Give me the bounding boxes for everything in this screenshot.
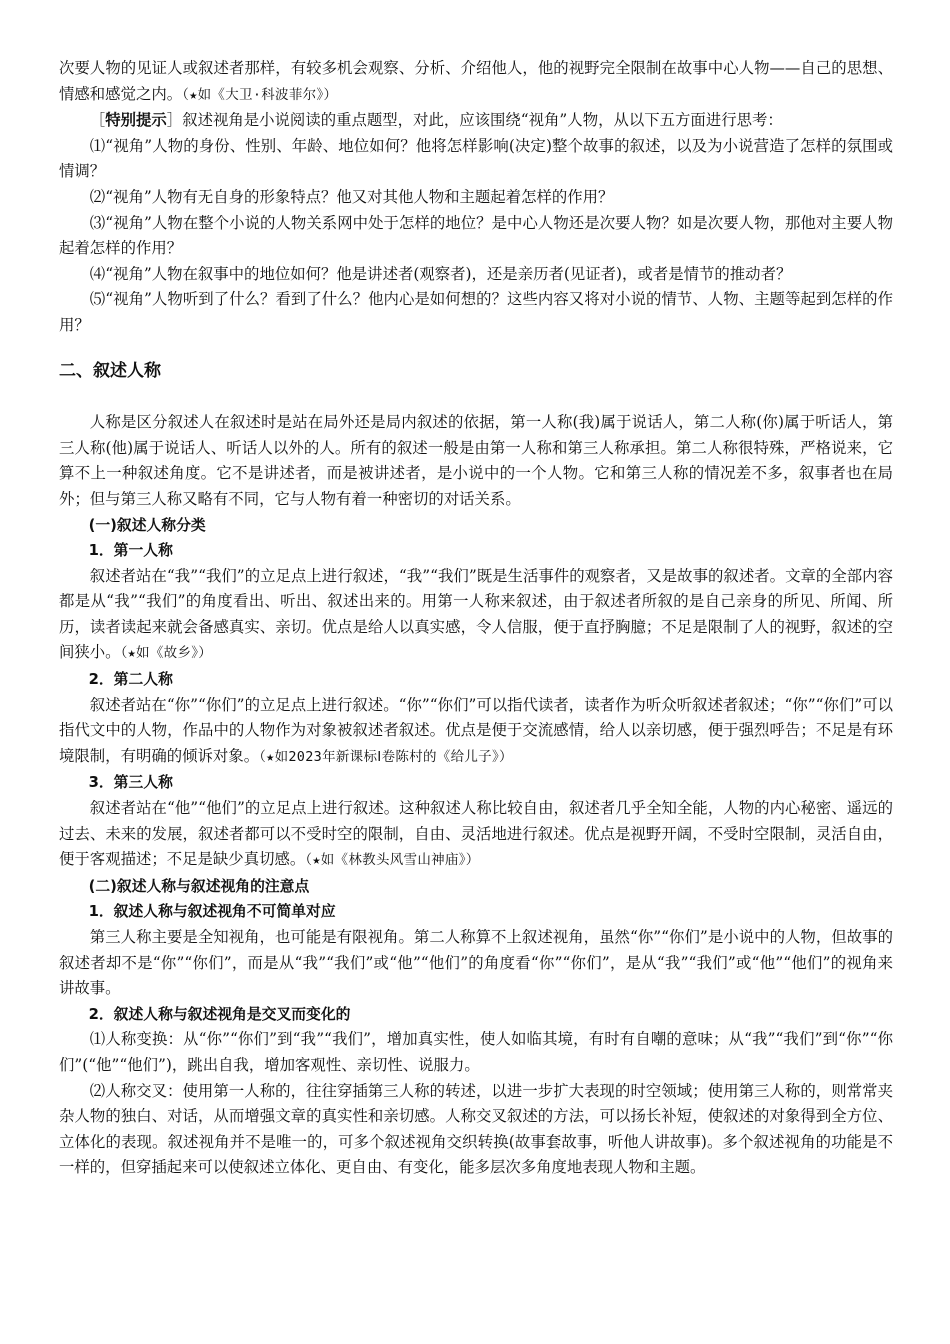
first-person-text: 叙述者站在“我”“我们”的立足点上进行叙述，“我”“我们”既是生活事件的观察者，又是故事的叙述者。文章的全部内容都是从“我”“我们”的角度看出、听出、叙述出来的。用第一人称来叙述，由于叙述者所叙的是自己亲身的所见、所闻、所历，读者读起来就会备感真实、亲切。优点是给人以真实感，令人信服，便于直抒胸臆；不足是限制了人的视野，叙述的空间狭小。	[59, 566, 893, 662]
question-2: ⑵“视角”人物有无自身的形象特点？他又对其他人物和主题起着怎样的作用？	[89, 187, 614, 206]
question-3: ⑶“视角”人物在整个小说的人物关系网中处于怎样的地位？是中心人物还是次要人物？如是次要人物，那他对主要人物起着怎样的作用？	[59, 213, 893, 258]
second-person-paragraph	[59, 693, 893, 771]
question-4: ⑷“视角”人物在叙事中的地位如何？他是讲述者(观察者)，还是亲历者(见证者)，或者是情节的推动者？	[89, 264, 792, 283]
intro-example-note: （★如《大卫·科波菲尔》）	[182, 86, 338, 103]
tip-text: 叙述视角是小说阅读的重点题型，对此，应该围绕“视角”人物，从以下五方面进行思考：	[182, 111, 783, 130]
point-2-paragraph-1: ⑴人称变换：从“你”“你们”到“我”“我们”，增加真实性，使人如临其境，有时有自嘲的意味；从“我”“我们”到“你”“你们”(“他”“他们”)，跳出自我，增加客观性、亲切性、说服力。	[59, 1030, 893, 1074]
intro-paragraph	[59, 56, 893, 108]
first-person-heading: 1．第一人称	[88, 542, 173, 560]
third-person-paragraph	[59, 796, 893, 874]
second-person-heading: 2．第二人称	[88, 671, 173, 689]
third-person-heading: 3．第三人称	[88, 774, 173, 792]
subsection-heading-1: (一)叙述人称分类	[88, 516, 206, 534]
second-person-text: 叙述者站在“你”“你们”的立足点上进行叙述。“你”“你们”可以指代读者，读者作为听众听叙述者叙述；“你”“你们”可以指代文中的人物，作品中的人物作为对象被叙述者叙述。优点是便于交流感情，给人以亲切感，便于强烈呼告；不足是有环境限制，有明确的倾诉对象。	[59, 695, 893, 765]
intro-text: 次要人物的见证人或叙述者那样，有较多机会观察、分析、介绍他人，他的视野完全限制在故事中心人物——自己的思想、情感和感觉之内。	[59, 59, 893, 103]
first-person-paragraph	[59, 564, 893, 667]
point-2-heading: 2．叙述人称与叙述视角是交叉而变化的	[88, 1005, 351, 1023]
point-1-heading: 1．叙述人称与叙述视角不可简单对应	[88, 903, 336, 921]
subsection-heading-2: (二)叙述人称与叙述视角的注意点	[88, 877, 310, 895]
third-person-text: 叙述者站在“他”“他们”的立足点上进行叙述。这种叙述人称比较自由，叙述者几乎全知全能，人物的内心秘密、遥远的过去、未来的发展，叙述者都可以不受时空的限制，自由、灵活地进行叙述。优点是视野开阔，不受时空限制，灵活自由，便于客观描述；不足是缺少真切感。	[59, 799, 893, 869]
tip-open-bracket: ［	[89, 111, 106, 130]
first-person-note: （★如《故乡》）	[120, 645, 213, 662]
section-heading: 二、叙述人称	[59, 360, 161, 381]
tip-label: 特别提示	[105, 111, 167, 130]
special-tip	[59, 108, 893, 134]
question-5: ⑸“视角”人物听到了什么？看到了什么？他内心是如何想的？这些内容又将对小说的情节、人物、主题等起到怎样的作用？	[59, 290, 893, 334]
document-page	[59, 56, 893, 1181]
point-2-paragraph-2: ⑵人称交叉：使用第一人称的，往往穿插第三人称的转述，以进一步扩大表现的时空领域；使用第三人称的，则常常夹杂人物的独白、对话，从而增强文章的真实性和亲切感。人称交叉叙述的方法，可以扬长补短，使叙述的对象得到全方位、立体化的表现。叙述视角并不是唯一的，可多个叙述视角交织转换(故事套故事，听他人讲故事)。多个叙述视角的功能是不一样的，但穿插起来可以使叙述立体化、更自由、有变化，能多层次多角度地表现人物和主题。	[59, 1081, 893, 1177]
section-intro: 人称是区分叙述人在叙述时是站在局外还是局内叙述的依据，第一人称(我)属于说话人，第二人称(你)属于听话人，第三人称(他)属于说话人、听话人以外的人。所有的叙述一般是由第一人称和第三人称承担。第二人称很特殊，严格说来，它算不上一种叙述角度。它不是讲述者，而是被讲述者，是小说中的一个人物。它和第三人称的情况差不多，叙事者也在局外；但与第三人称又略有不同，它与人物有着一种密切的对话关系。	[59, 413, 893, 508]
second-person-note: （★如2023年新课标Ⅰ卷陈村的《给儿子》）	[259, 748, 513, 765]
point-1-paragraph: 第三人称主要是全知视角，也可能是有限视角。第二人称算不上叙述视角，虽然“你”“你们”是小说中的人物，但故事的叙述者却不是“你”“你们”，而是从“我”“我们”或“他”“他们”的角度看“你”“你们”，是从“我”“我们”或“他”“他们”的视角来讲故事。	[59, 928, 893, 998]
question-1: ⑴“视角”人物的身份、性别、年龄、地位如何？他将怎样影响(决定)整个故事的叙述，以及为小说营造了怎样的氛围或情调？	[59, 136, 893, 181]
third-person-note: （★如《林教头风雪山神庙》）	[305, 852, 480, 869]
tip-close-bracket: ］	[166, 111, 183, 130]
